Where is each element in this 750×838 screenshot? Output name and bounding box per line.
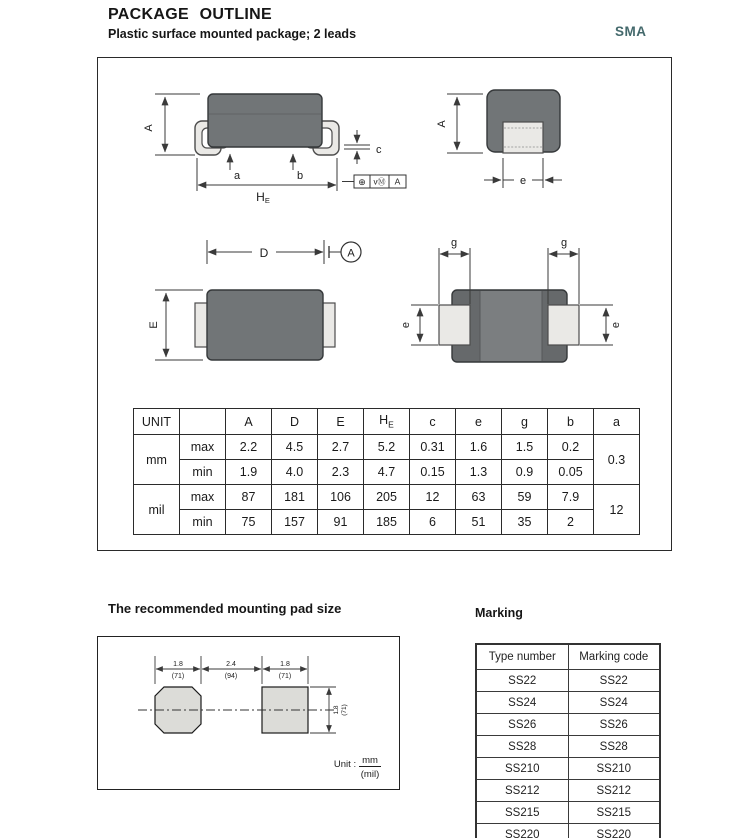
dim-cell: 12	[410, 485, 456, 510]
dim-cell: 181	[272, 485, 318, 510]
table-row	[476, 758, 660, 780]
dim-e-label: e	[400, 321, 412, 329]
table-row	[476, 714, 660, 736]
datum-label: A	[347, 247, 355, 260]
table-row	[476, 824, 660, 838]
dim-cell: 2.2	[226, 435, 272, 460]
table-row	[476, 670, 660, 692]
table-row	[476, 692, 660, 714]
dim-A-side	[155, 94, 200, 155]
marking-cell: SS28	[476, 736, 568, 758]
blank-cell	[180, 409, 226, 435]
side-view-drawing	[143, 94, 406, 205]
dim-cell: 157	[272, 510, 318, 535]
dim-e-left	[411, 305, 438, 345]
col-header: b	[548, 409, 594, 435]
dim-He	[197, 158, 337, 191]
col-header-he: $H_E$	[364, 409, 410, 435]
top-view-drawing	[148, 240, 361, 360]
marking-cell: SS210	[568, 758, 660, 780]
package-drawings	[98, 58, 671, 408]
dim-cell: 63	[456, 485, 502, 510]
dim-e-label: e	[610, 321, 622, 329]
dim-cell: 185	[364, 510, 410, 535]
marking-cell: SS24	[476, 692, 568, 714]
col-header: g	[502, 409, 548, 435]
marking-cell: SS210	[476, 758, 568, 780]
col-header: e	[456, 409, 502, 435]
min-label-cell: min	[180, 460, 226, 485]
dim-cell: 75	[226, 510, 272, 535]
bottom-view-drawing	[400, 237, 622, 362]
dim-cell: 4.5	[272, 435, 318, 460]
dim-cell: 2	[548, 510, 594, 535]
dim-cell: 0.05	[548, 460, 594, 485]
marking-cell: SS220	[568, 824, 660, 838]
dim-e-right	[580, 305, 613, 345]
unit-mm-cell: mm	[134, 435, 180, 485]
dim-cell: 1.6	[456, 435, 502, 460]
mounting-pad-heading: The recommended mounting pad size	[108, 601, 342, 616]
pad-dim-label: 1.8	[333, 705, 340, 715]
unit-denominator: (mil)	[360, 769, 380, 780]
marking-cell: SS28	[568, 736, 660, 758]
min-label-cell: min	[180, 510, 226, 535]
dim-cell: 1.5	[502, 435, 548, 460]
dim-cell: 0.15	[410, 460, 456, 485]
dim-cell: 59	[502, 485, 548, 510]
table-row	[476, 780, 660, 802]
marking-col-header: Type number	[476, 644, 568, 670]
dim-cell: 4.0	[272, 460, 318, 485]
dim-cell: 1.3	[456, 460, 502, 485]
tolerance-value: vⓂ	[373, 177, 386, 187]
dim-g-label: g	[560, 237, 568, 249]
dimension-table	[133, 408, 640, 535]
marking-col-header: Marking code	[568, 644, 660, 670]
marking-cell: SS215	[568, 802, 660, 824]
package-body	[208, 94, 322, 147]
page-subtitle: Plastic surface mounted package; 2 leads	[108, 27, 357, 41]
col-header: E	[318, 409, 364, 435]
table-row	[476, 736, 660, 758]
package-name: SMA	[615, 24, 647, 39]
dim-cell: 0.3	[594, 435, 640, 485]
package-lead	[195, 303, 208, 347]
package-lead	[503, 122, 543, 153]
page-title: PACKAGE OUTLINE	[108, 6, 272, 23]
position-symbol-icon: ⊕	[358, 177, 366, 187]
unit-header-cell: UNIT	[134, 409, 180, 435]
pad-dim-label: (71)	[278, 673, 292, 680]
marking-cell: SS212	[568, 780, 660, 802]
dim-D-label: D	[259, 246, 269, 260]
marking-cell: SS24	[568, 692, 660, 714]
package-pad	[439, 305, 470, 345]
dim-cell: 0.31	[410, 435, 456, 460]
dim-A-end	[447, 94, 483, 153]
unit-label: Unit :	[333, 759, 357, 770]
table-row	[476, 802, 660, 824]
pad-dim-label: (71)	[341, 704, 348, 716]
dim-cell: 35	[502, 510, 548, 535]
marking-cell: SS215	[476, 802, 568, 824]
unit-note	[334, 755, 381, 780]
package-pad	[548, 305, 579, 345]
tolerance-frame	[342, 175, 406, 188]
marking-cell: SS26	[476, 714, 568, 736]
dim-A-label: A	[143, 124, 155, 132]
pad-dim-label: 2.4	[226, 661, 236, 668]
marking-cell: SS220	[476, 824, 568, 838]
max-label-cell: max	[180, 435, 226, 460]
col-header: c	[410, 409, 456, 435]
dim-c	[344, 130, 370, 164]
max-label-cell: max	[180, 485, 226, 510]
dim-cell: 7.9	[548, 485, 594, 510]
dim-a-label: a	[234, 170, 241, 182]
dim-cell: 0.2	[548, 435, 594, 460]
dim-cell: 91	[318, 510, 364, 535]
pad-dim-label: 1.8	[173, 661, 183, 668]
dim-cell: 0.9	[502, 460, 548, 485]
mounting-pad-right	[262, 687, 308, 733]
dim-He-label: HE	[256, 190, 270, 205]
marking-cell: SS212	[476, 780, 568, 802]
dim-cell: 2.7	[318, 435, 364, 460]
datum-ref: A	[394, 176, 401, 187]
mounting-pad-panel	[97, 636, 400, 790]
unit-mil-cell: mil	[134, 485, 180, 535]
package-outline-panel	[97, 57, 672, 551]
dim-g-label: g	[450, 237, 458, 249]
dim-cell: 6	[410, 510, 456, 535]
marking-heading: Marking	[475, 606, 523, 620]
col-header: A	[226, 409, 272, 435]
dim-cell: 12	[594, 485, 640, 535]
dim-cell: 4.7	[364, 460, 410, 485]
marking-cell: SS22	[568, 670, 660, 692]
dim-cell: 2.3	[318, 460, 364, 485]
dim-b-label: b	[297, 170, 304, 182]
package-lead	[322, 303, 335, 347]
end-view-drawing	[436, 90, 562, 188]
marking-table	[475, 643, 661, 838]
datum-marker	[329, 242, 361, 262]
dim-cell: 106	[318, 485, 364, 510]
package-body	[207, 290, 323, 360]
dim-c-label: c	[376, 144, 382, 156]
dim-e-label: e	[519, 175, 527, 187]
unit-numerator: mm	[362, 755, 378, 766]
dim-cell: 1.9	[226, 460, 272, 485]
dim-A-label: A	[436, 120, 448, 128]
col-header: a	[594, 409, 640, 435]
mounting-pad-drawing	[98, 637, 396, 786]
marking-cell: SS22	[476, 670, 568, 692]
dim-cell: 87	[226, 485, 272, 510]
pad-dim-label: (94)	[224, 673, 238, 680]
pad-dim-label: (71)	[171, 673, 185, 680]
dim-cell: 5.2	[364, 435, 410, 460]
dim-E-label: E	[148, 321, 160, 329]
dim-cell: 51	[456, 510, 502, 535]
dim-cell: 205	[364, 485, 410, 510]
pad-dim-label: 1.8	[280, 661, 290, 668]
col-header: D	[272, 409, 318, 435]
package-body-center	[480, 291, 542, 361]
marking-cell: SS26	[568, 714, 660, 736]
